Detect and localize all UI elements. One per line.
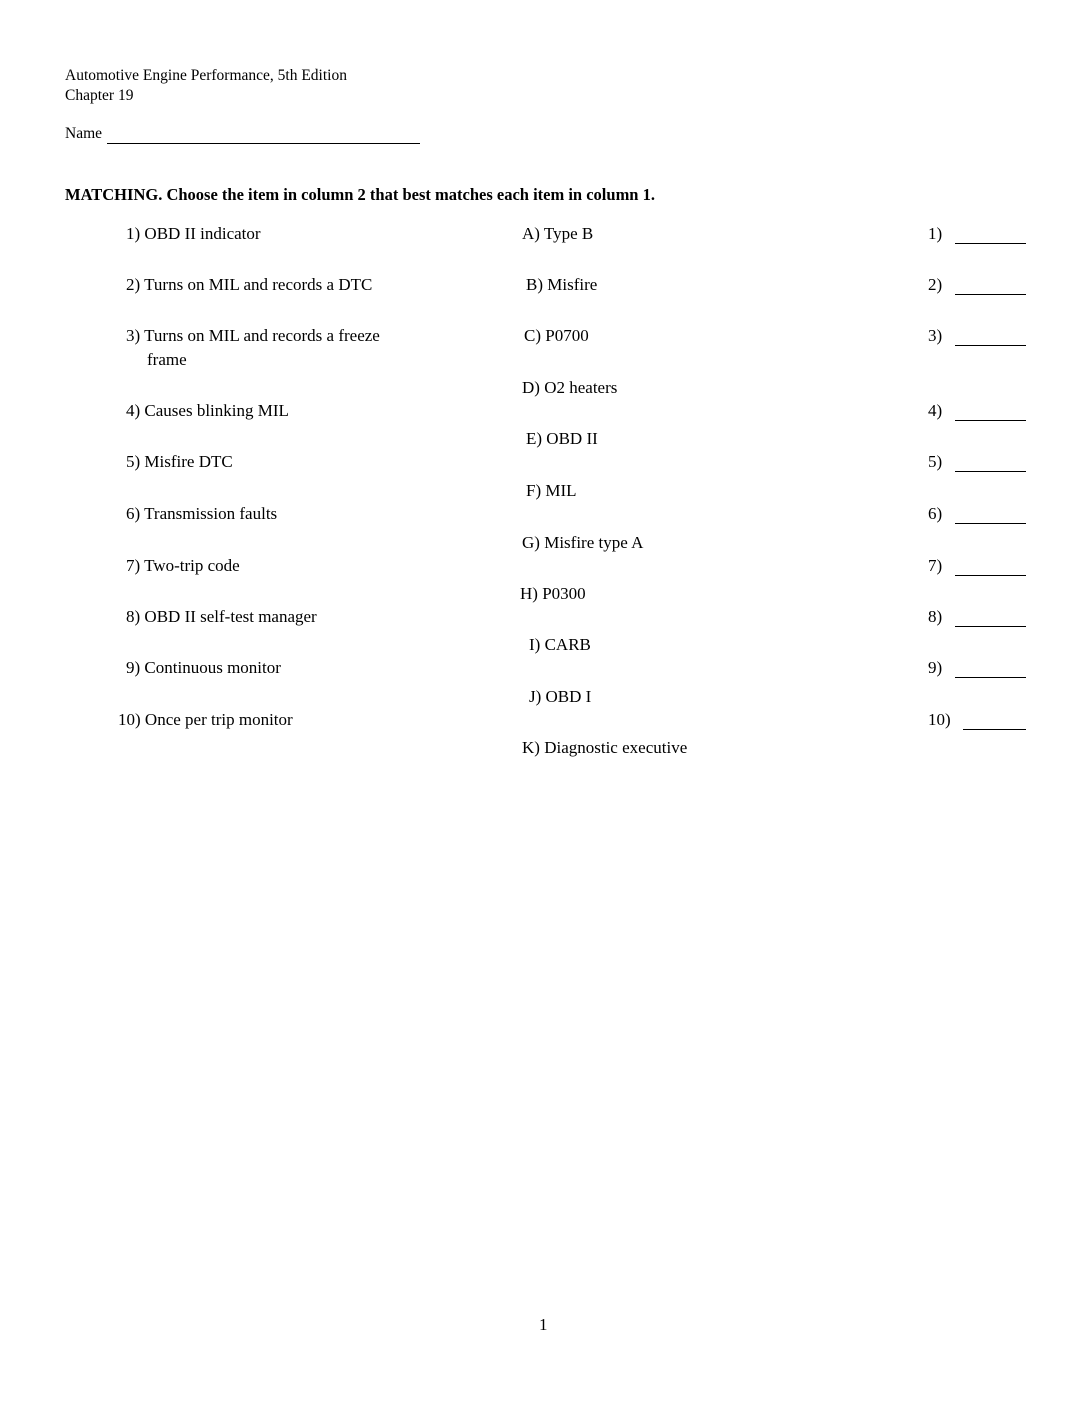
item-number: 2)	[126, 275, 141, 294]
chapter-label: Chapter 19	[65, 87, 134, 104]
item-text: Misfire DTC	[144, 452, 233, 471]
column1-item	[126, 504, 277, 524]
item-letter: D)	[522, 378, 540, 397]
item-text: Turns on MIL and records a freeze	[144, 326, 380, 345]
answer-number: 3)	[928, 326, 943, 345]
answer-blank[interactable]	[955, 243, 1026, 244]
item-text: OBD II self-test manager	[144, 607, 317, 626]
column2-item	[529, 687, 591, 707]
item-number: 1)	[126, 224, 141, 243]
column1-item	[126, 556, 240, 576]
answer-blank[interactable]	[963, 729, 1026, 730]
item-text: O2 heaters	[544, 378, 618, 397]
item-letter: H)	[520, 584, 538, 603]
item-number: 9)	[126, 658, 141, 677]
item-letter: E)	[526, 429, 543, 448]
item-text: Transmission faults	[144, 504, 278, 523]
item-text: Misfire type A	[544, 533, 644, 552]
name-field[interactable]	[107, 143, 420, 144]
item-text: CARB	[544, 635, 591, 654]
item-letter: F)	[526, 481, 542, 500]
answer-blank[interactable]	[955, 294, 1026, 295]
item-letter: B)	[526, 275, 543, 294]
item-text: Type B	[543, 224, 594, 243]
answer-blank[interactable]	[955, 677, 1026, 678]
item-text: OBD II indicator	[144, 224, 261, 243]
column1-item	[126, 326, 380, 346]
name-label: Name	[65, 125, 103, 142]
item-letter: G)	[522, 533, 540, 552]
item-number: 3)	[126, 326, 141, 345]
item-text: Diagnostic executive	[544, 738, 688, 757]
item-letter: K)	[522, 738, 540, 757]
item-text: Misfire	[547, 275, 598, 294]
column1-item	[126, 224, 261, 244]
answer-number: 7)	[928, 556, 943, 575]
answer-blank[interactable]	[955, 523, 1026, 524]
answer-blank[interactable]	[955, 420, 1026, 421]
column2-item	[522, 224, 593, 244]
column2-item	[522, 738, 687, 758]
item-number: 7)	[126, 556, 141, 575]
item-text: P0700	[545, 326, 589, 345]
instructions: MATCHING. Choose the item in column 2 that best matches each item in column 1.	[65, 185, 655, 204]
column2-item	[522, 533, 643, 553]
item-number: 10)	[118, 710, 141, 729]
answer-blank[interactable]	[955, 626, 1026, 627]
column1-item	[126, 452, 233, 472]
column2-item	[526, 275, 597, 295]
answer-number: 2)	[928, 275, 943, 294]
answer-blank[interactable]	[955, 575, 1026, 576]
item-number: 5)	[126, 452, 141, 471]
item-text: OBD I	[545, 687, 592, 706]
page-number: 1	[539, 1315, 548, 1334]
column1-item	[126, 275, 372, 295]
answer-number: 5)	[928, 452, 943, 471]
answer-number: 1)	[928, 224, 943, 243]
answer-number: 10)	[928, 710, 951, 729]
item-text: Continuous monitor	[144, 658, 281, 677]
item-letter: C)	[524, 326, 541, 345]
column2-item	[524, 326, 589, 346]
item-letter: I)	[529, 635, 541, 654]
answer-number: 8)	[928, 607, 943, 626]
item-number: 4)	[126, 401, 141, 420]
item-text: Turns on MIL and records a DTC	[144, 275, 373, 294]
item-text: Once per trip monitor	[144, 710, 293, 729]
item-number: 8)	[126, 607, 141, 626]
column1-item	[118, 710, 293, 730]
column2-item	[529, 635, 591, 655]
column1-item-continued: frame	[147, 350, 187, 369]
answer-blank[interactable]	[955, 345, 1026, 346]
answer-number: 6)	[928, 504, 943, 523]
column2-item	[520, 584, 586, 604]
column2-item	[526, 429, 598, 449]
item-text: OBD II	[546, 429, 598, 448]
item-letter: A)	[522, 224, 540, 243]
course-title: Automotive Engine Performance, 5th Edition	[65, 67, 347, 84]
column2-item	[526, 481, 577, 501]
column1-item	[126, 658, 281, 678]
item-number: 6)	[126, 504, 141, 523]
column1-item	[126, 401, 289, 421]
answer-number: 4)	[928, 401, 943, 420]
column1-item	[126, 607, 317, 627]
answer-number: 9)	[928, 658, 943, 677]
item-text: Causes blinking MIL	[144, 401, 289, 420]
item-letter: J)	[529, 687, 542, 706]
column2-item	[522, 378, 617, 398]
item-text: P0300	[542, 584, 586, 603]
item-text: MIL	[545, 481, 577, 500]
answer-blank[interactable]	[955, 471, 1026, 472]
item-text: Two-trip code	[144, 556, 240, 575]
